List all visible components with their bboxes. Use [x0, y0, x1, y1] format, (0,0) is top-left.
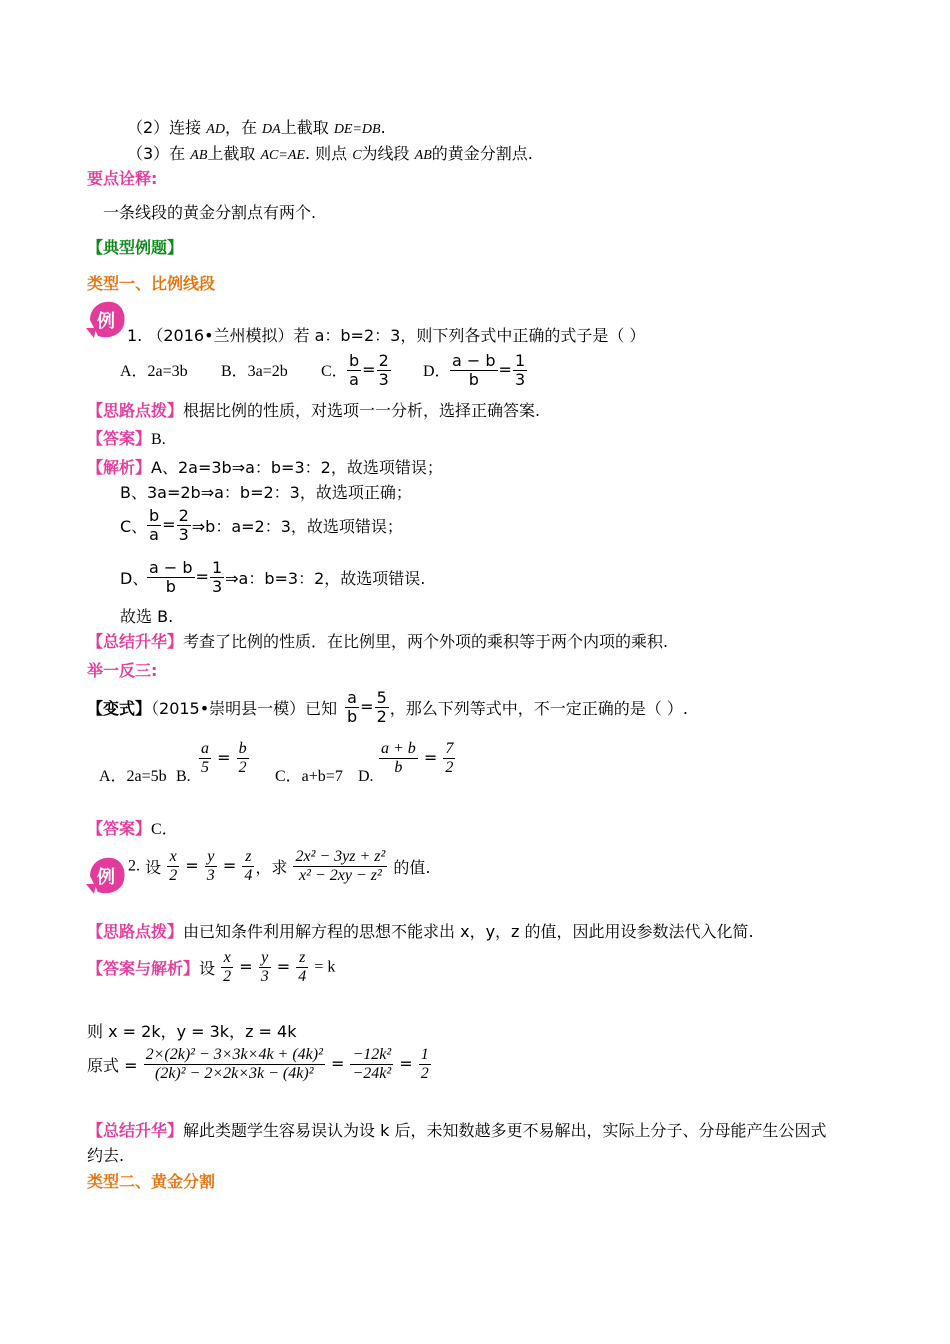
- ex1-answer: 【答案】B.: [87, 429, 166, 448]
- ex1-option-b: B．3a=2b: [221, 363, 288, 380]
- ex1-solution-d: D、: [120, 569, 149, 588]
- ex1-option-d: D．: [423, 363, 451, 380]
- variant-option-c: C．a+b=7: [275, 768, 343, 785]
- ex2-answer-setup: 【答案与解析】设 $\frac{x}{2}$ = $\frac{y}{3}$ = $\frac{z}{4}$ = k: [87, 949, 336, 985]
- practice-heading: 举一反三:: [87, 661, 158, 680]
- svg-text:例: 例: [97, 311, 115, 332]
- ex1-solution-a: 【解析】A、2a=3b⇒a：b=3：2，故选项错误；: [87, 458, 443, 477]
- type1-heading: 类型一、比例线段: [87, 274, 216, 293]
- ex1-question: 1. （2016•兰州模拟）若 a：b=2：3，则下列各式中正确的式子是（ ）: [127, 326, 646, 345]
- variant-answer: 【答案】C．: [87, 819, 178, 838]
- ex1-option-d-formula: $\frac{a - b}{b}$ = $\frac{1}{3}$: [452, 351, 526, 389]
- variant-option-d: D.: [358, 768, 374, 785]
- ex1-hint: 【思路点拨】根据比例的性质，对选项一一分析，选择正确答案.: [87, 401, 541, 420]
- type2-heading: 类型二、黄金分割: [87, 1172, 216, 1191]
- ex1-solution-d-formula: $\frac{a - b}{b}$ = $\frac{1}{3}$ ⇒a：b=3：2，故选项错误.: [149, 558, 426, 596]
- variant-option-d-formula: $\frac{a + b}{b}$ = $\frac{7}{2}$: [381, 740, 454, 776]
- ex1-choose: 故选 B.: [120, 607, 174, 626]
- example-badge-icon: [84, 298, 128, 340]
- ex1-solution-b: B、3a=2b⇒a：b=2：3，故选项正确；: [120, 483, 412, 502]
- ex2-hint: 【思路点拨】由已知条件利用解方程的思想不能求出 x，y，z 的值，因此用设参数法代入化简.: [87, 922, 754, 941]
- example-badge-icon: [84, 854, 128, 896]
- ex1-summary: 【总结升华】考查了比例的性质．在比例里，两个外项的乘积等于两个内项的乘积.: [87, 632, 669, 651]
- variant-option-b-formula: $\frac{a}{5}$ = $\frac{b}{2}$: [201, 740, 247, 776]
- variant-question-formula: $\frac{a}{b}$ = $\frac{5}{2}$ ，那么下列等式中，不一定正确的是（ ）.: [347, 688, 688, 726]
- svg-text:例: 例: [97, 867, 115, 888]
- variant-question-prefix: 【变式】（2015•崇明县一模）已知: [87, 699, 338, 718]
- construction-step-3: （3）在 AB上截取 AC=AE. 则点 C为线段 AB的黄金分割点.: [127, 144, 533, 163]
- ex1-option-c-formula: $\frac{b}{a}$ = $\frac{2}{3}$: [349, 351, 389, 389]
- variant-option-a: A．2a=5b: [99, 768, 167, 785]
- ex1-solution-c-formula: $\frac{b}{a}$ = $\frac{2}{3}$ ⇒b：a=2：3，故选项错误；: [149, 506, 403, 544]
- key-points-text: 一条线段的黄金分割点有两个.: [103, 203, 317, 222]
- ex2-summary: 【总结升华】解此类题学生容易误认为设 k 后，未知数越多更不易解出，实际上分子、分母能产生公因式: [87, 1121, 827, 1140]
- ex1-option-c: C．: [321, 363, 348, 380]
- ex2-original-expression: 原式 = $\frac{\text{2×(2k)² − 3×3k×4k + (4k)²}}{\text{(2k)² − 2×2k×3k − (4k)²}}$ = $\frac{\text{−12k²}}{\text{−24k²}}$ = $\frac{1}{2}$: [87, 1046, 429, 1082]
- ex2-summary-cont: 约去.: [87, 1146, 125, 1165]
- construction-step-2: （2）连接 AD，在 DA上截取 DE=DB.: [127, 118, 386, 137]
- variant-option-b: B.: [176, 768, 191, 785]
- ex2-then: 则 x = 2k，y = 3k，z = 4k: [87, 1022, 297, 1041]
- ex1-option-a: A．2a=3b: [120, 363, 188, 380]
- ex1-solution-c: C、: [120, 517, 148, 536]
- ex2-question: 2. 设 $\frac{x}{2}$ = $\frac{y}{3}$ = $\frac{z}{4}$ ，求 $\frac{\text{2x² − 3yz + z²}}{\text{x² − 2xy − z²}}$ 的值.: [128, 848, 431, 884]
- typical-examples-heading: 【典型例题】: [87, 238, 184, 257]
- key-points-heading: 要点诠释:: [87, 169, 158, 188]
